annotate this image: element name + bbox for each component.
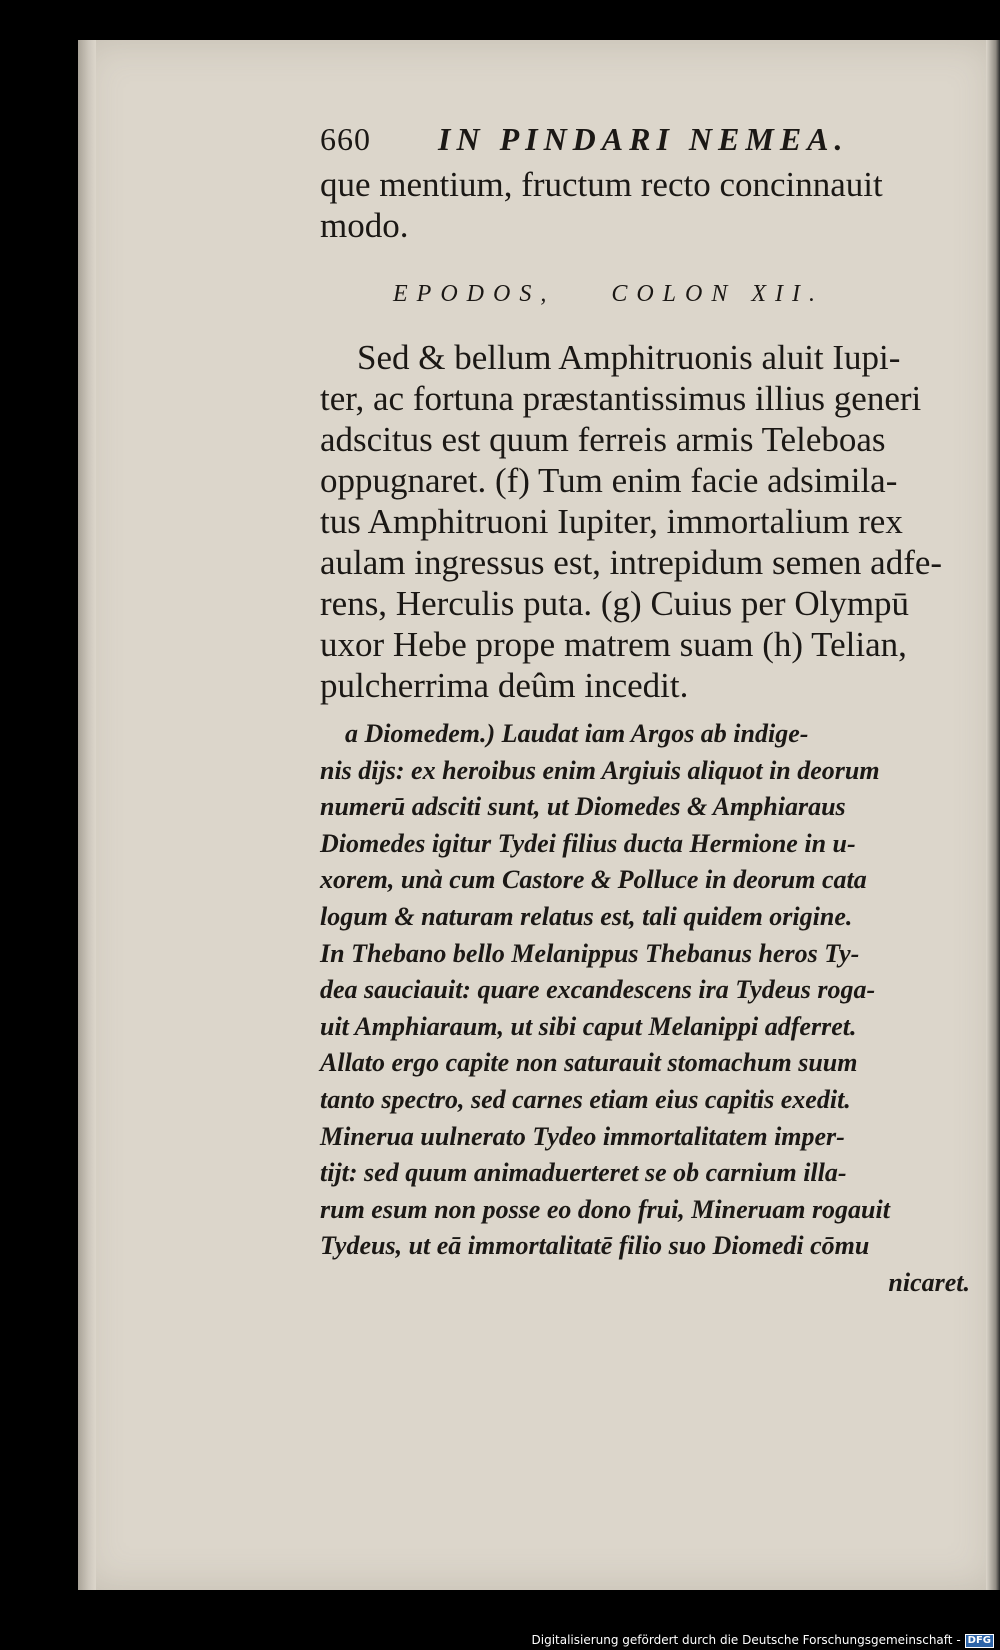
note-line: Allato ergo capite non saturauit stomachum suum [320,1048,858,1078]
note-line: xorem, unà cum Castore & Polluce in deorum cata [320,865,867,895]
main-line: tus Amphitruoni Iupiter, immortalium rex [320,502,903,541]
main-line: aulam ingressus est, intrepidum semen adfe- [320,543,943,582]
section-heading-colon: COLON XII. [611,281,824,307]
digitization-footer [522,1631,1000,1650]
dfg-logo: DFG [965,1634,994,1648]
main-line: oppugnaret. (f) Tum enim facie adsimila- [320,461,898,500]
running-head-title: IN PINDARI NEMEA. [438,121,849,157]
page-number: 660 [320,121,371,157]
footer-credit-text: Digitalisierung gefördert durch die Deutsche Forschungsgemeinschaft - [531,1633,961,1647]
commentary-notes [320,716,970,1302]
note-line: rum esum non posse eo dono frui, Mineruam rogauit [320,1194,890,1224]
note-line: tijt: sed quum animaduerteret se ob carnium illa- [320,1158,847,1188]
main-line: pulcherrima deûm incedit. [320,666,689,705]
note-line: a Diomedem.) Laudat iam Argos ab indige- [345,719,809,748]
section-heading-label: EPODOS, [393,281,556,307]
intro-line: modo. [320,206,409,245]
section-heading [320,279,970,309]
main-text [320,337,970,706]
note-last-line: nicaret. [888,1267,970,1297]
page-left-edge [78,40,96,1590]
note-line: uit Amphiaraum, ut sibi caput Melanippi adferret. [320,1011,857,1041]
note-line: nis dijs: ex heroibus enim Argiuis aliquot in deorum [320,755,880,785]
note-line: Tydeus, ut eā immortalitatē filio suo Diomedi cōmu [320,1231,870,1261]
main-line: Sed & bellum Amphitruonis aluit Iupi- [357,338,901,377]
main-line: rens, Herculis puta. (g) Cuius per Olympū [320,584,910,623]
note-line: dea sauciauit: quare excandescens ira Tydeus roga- [320,975,876,1005]
page-right-edge [986,40,1000,1590]
note-line: Minerua uulnerato Tydeo immortalitatem imper- [320,1121,845,1151]
intro-text [320,164,970,246]
page-text-block [320,120,970,1302]
running-head [320,120,970,164]
note-line: Diomedes igitur Tydei filius ducta Hermione in u- [320,828,856,858]
note-line: In Thebano bello Melanippus Thebanus heros Ty- [320,938,860,968]
main-line: uxor Hebe prope matrem suam (h) Telian, [320,625,907,664]
main-line: adscitus est quum ferreis armis Teleboas [320,420,886,459]
main-line: ter, ac fortuna præstantissimus illius generi [320,379,922,418]
note-line: tanto spectro, sed carnes etiam eius capitis exedit. [320,1084,851,1114]
note-line: logum & naturam relatus est, tali quidem origine. [320,901,853,931]
note-line: numerū adsciti sunt, ut Diomedes & Amphiaraus [320,792,846,822]
intro-line: que mentium, fructum recto concinnauit [320,165,883,204]
